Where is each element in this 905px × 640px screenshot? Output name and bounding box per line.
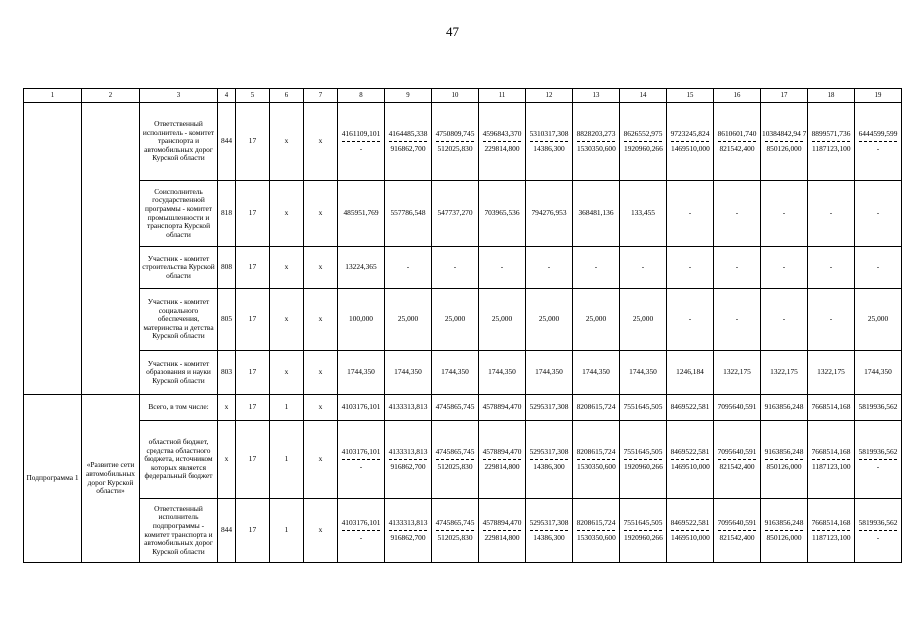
value-cell: 1322,175: [761, 351, 808, 395]
amount-federal: -: [342, 459, 380, 472]
value-cell: [855, 421, 902, 499]
page-number: 47: [446, 24, 459, 39]
code-cell: 17: [236, 421, 270, 499]
amount-federal: 14386,300: [530, 530, 568, 543]
amount-total: 8208615,724: [576, 446, 616, 456]
value-cell: 25,000: [385, 289, 432, 351]
amount-federal: 1530350,600: [577, 530, 615, 543]
value-cell: 100,000: [338, 289, 385, 351]
code-cell: 17: [236, 289, 270, 351]
value-cell: [526, 103, 573, 181]
code-cell: 1: [270, 395, 304, 421]
column-number-row: [24, 89, 902, 103]
value-cell: -: [526, 247, 573, 289]
column-number: 3: [140, 89, 218, 103]
value-cell: -: [855, 247, 902, 289]
value-cell: 4578894,470: [479, 395, 526, 421]
value-cell: 368481,136: [573, 181, 620, 247]
code-cell: х: [270, 181, 304, 247]
blank-cell: [24, 103, 82, 395]
value-cell: 25,000: [573, 289, 620, 351]
amount-total: 4164485,338: [388, 128, 428, 138]
column-number: 12: [526, 89, 573, 103]
column-number: 6: [270, 89, 304, 103]
value-cell: -: [620, 247, 667, 289]
code-cell: х: [304, 499, 338, 563]
code-cell: 17: [236, 395, 270, 421]
code-cell: 808: [218, 247, 236, 289]
amount-federal: 1469510,000: [671, 530, 709, 543]
value-cell: 25,000: [855, 289, 902, 351]
amount-federal: 1187123,100: [812, 459, 850, 472]
value-cell: 9163856,248: [761, 395, 808, 421]
value-cell: -: [714, 289, 761, 351]
amount-total: 4745865,745: [435, 446, 475, 456]
amount-total: 7095640,591: [717, 446, 757, 456]
value-cell: 485951,769: [338, 181, 385, 247]
column-number: 15: [667, 89, 714, 103]
value-cell: 5295317,308: [526, 395, 573, 421]
amount-total: 8610601,740: [717, 128, 757, 138]
amount-federal: 229814,800: [483, 459, 521, 472]
value-cell: -: [808, 247, 855, 289]
value-cell: 13224,365: [338, 247, 385, 289]
amount-federal: 850126,000: [765, 141, 803, 154]
amount-federal: 850126,000: [765, 459, 803, 472]
value-cell: 1744,350: [620, 351, 667, 395]
table-row: [24, 181, 902, 247]
amount-total: 10384842,94 7: [762, 128, 807, 138]
value-cell: -: [855, 181, 902, 247]
value-cell: [479, 421, 526, 499]
amount-total: 8828203,273: [576, 128, 616, 138]
value-cell: -: [761, 181, 808, 247]
amount-federal: 850126,000: [765, 530, 803, 543]
code-cell: х: [304, 103, 338, 181]
code-cell: 1: [270, 421, 304, 499]
value-cell: -: [808, 181, 855, 247]
value-cell: [761, 499, 808, 563]
value-cell: [338, 103, 385, 181]
value-cell: [667, 421, 714, 499]
table-row: [24, 289, 902, 351]
value-cell: -: [714, 181, 761, 247]
participant-name: Всего, в том числе:: [140, 395, 218, 421]
value-cell: -: [761, 289, 808, 351]
value-cell: 1744,350: [385, 351, 432, 395]
column-number: 8: [338, 89, 385, 103]
amount-federal: 1920960,266: [624, 530, 662, 543]
amount-federal: -: [342, 530, 380, 543]
value-cell: [761, 421, 808, 499]
value-cell: -: [667, 247, 714, 289]
value-cell: 4103176,101: [338, 395, 385, 421]
table-row: [24, 499, 902, 563]
column-number: 19: [855, 89, 902, 103]
amount-total: 7668514,168: [811, 517, 851, 527]
value-cell: [620, 103, 667, 181]
amount-federal: -: [342, 141, 380, 154]
value-cell: -: [385, 247, 432, 289]
amount-federal: 1530350,600: [577, 141, 615, 154]
value-cell: [385, 103, 432, 181]
code-cell: 17: [236, 351, 270, 395]
amount-total: 7551645,505: [623, 446, 663, 456]
amount-federal: 229814,800: [483, 530, 521, 543]
value-cell: 8208615,724: [573, 395, 620, 421]
amount-total: 6444599,599: [858, 128, 898, 138]
value-cell: 7551645,505: [620, 395, 667, 421]
participant-name: Участник - комитет строительства Курской области: [140, 247, 218, 289]
value-cell: [667, 499, 714, 563]
code-cell: х: [218, 395, 236, 421]
amount-total: 8469522,581: [670, 446, 710, 456]
value-cell: [385, 421, 432, 499]
amount-federal: 916862,700: [389, 141, 427, 154]
value-cell: 557786,548: [385, 181, 432, 247]
amount-federal: 821542,400: [718, 459, 756, 472]
value-cell: 25,000: [526, 289, 573, 351]
value-cell: [573, 499, 620, 563]
value-cell: [573, 421, 620, 499]
value-cell: -: [714, 247, 761, 289]
amount-federal: 512025,830: [436, 459, 474, 472]
value-cell: -: [573, 247, 620, 289]
amount-federal: 1187123,100: [812, 141, 850, 154]
value-cell: 1744,350: [479, 351, 526, 395]
column-number: 13: [573, 89, 620, 103]
value-cell: [526, 421, 573, 499]
code-cell: 818: [218, 181, 236, 247]
code-cell: 17: [236, 247, 270, 289]
value-cell: -: [808, 289, 855, 351]
value-cell: 7668514,168: [808, 395, 855, 421]
amount-federal: 916862,700: [389, 530, 427, 543]
value-cell: 1744,350: [432, 351, 479, 395]
code-cell: х: [304, 289, 338, 351]
amount-federal: 1469510,000: [671, 141, 709, 154]
amount-federal: 229814,800: [483, 141, 521, 154]
participant-name: Ответственный исполнитель подпрограммы - комитет транспорта и автомобильных дорог Курской области: [140, 499, 218, 563]
code-cell: 844: [218, 499, 236, 563]
value-cell: [667, 103, 714, 181]
subprogram-label: Подпрограмма 1: [24, 395, 82, 563]
value-cell: [808, 499, 855, 563]
value-cell: [855, 103, 902, 181]
code-cell: 17: [236, 181, 270, 247]
value-cell: [385, 499, 432, 563]
amount-total: 7095640,591: [717, 517, 757, 527]
code-cell: х: [304, 351, 338, 395]
column-number: 11: [479, 89, 526, 103]
amount-total: 8208615,724: [576, 517, 616, 527]
value-cell: [620, 421, 667, 499]
budget-table: [23, 88, 902, 563]
value-cell: 5819936,562: [855, 395, 902, 421]
code-cell: х: [304, 181, 338, 247]
code-cell: 1: [270, 499, 304, 563]
column-number: 10: [432, 89, 479, 103]
value-cell: 8469522,581: [667, 395, 714, 421]
value-cell: [808, 421, 855, 499]
amount-total: 8469522,581: [670, 517, 710, 527]
code-cell: х: [270, 351, 304, 395]
amount-total: 4596843,370: [482, 128, 522, 138]
column-number: 14: [620, 89, 667, 103]
column-number: 7: [304, 89, 338, 103]
amount-total: 4750809,745: [435, 128, 475, 138]
value-cell: [855, 499, 902, 563]
amount-total: 4745865,745: [435, 517, 475, 527]
value-cell: [432, 103, 479, 181]
participant-name: Участник - комитет социального обеспечения, материнства и детства Курской области: [140, 289, 218, 351]
amount-federal: 821542,400: [718, 530, 756, 543]
code-cell: 17: [236, 499, 270, 563]
value-cell: 1322,175: [714, 351, 761, 395]
value-cell: [808, 103, 855, 181]
value-cell: 133,455: [620, 181, 667, 247]
value-cell: [714, 103, 761, 181]
amount-federal: 821542,400: [718, 141, 756, 154]
value-cell: -: [667, 289, 714, 351]
value-cell: 1744,350: [855, 351, 902, 395]
column-number: 17: [761, 89, 808, 103]
table-row: [24, 247, 902, 289]
amount-total: 4103176,101: [341, 446, 381, 456]
value-cell: 25,000: [432, 289, 479, 351]
value-cell: [714, 421, 761, 499]
code-cell: х: [304, 395, 338, 421]
value-cell: [714, 499, 761, 563]
column-number: 5: [236, 89, 270, 103]
amount-total: 4161109,101: [341, 128, 381, 138]
code-cell: х: [270, 289, 304, 351]
column-number: 4: [218, 89, 236, 103]
value-cell: [573, 103, 620, 181]
amount-total: 7551645,505: [623, 517, 663, 527]
value-cell: 4133313,813: [385, 395, 432, 421]
amount-federal: 1530350,600: [577, 459, 615, 472]
code-cell: х: [218, 421, 236, 499]
amount-total: 9163856,248: [764, 517, 804, 527]
amount-total: 4578894,470: [482, 446, 522, 456]
amount-total: 5295317,308: [529, 517, 569, 527]
table-row: [24, 103, 902, 181]
code-cell: х: [304, 421, 338, 499]
amount-federal: -: [859, 141, 897, 154]
code-cell: х: [270, 103, 304, 181]
value-cell: 1744,350: [338, 351, 385, 395]
value-cell: 703965,536: [479, 181, 526, 247]
value-cell: 25,000: [620, 289, 667, 351]
amount-federal: 916862,700: [389, 459, 427, 472]
amount-federal: 1187123,100: [812, 530, 850, 543]
amount-federal: -: [859, 530, 897, 543]
value-cell: [761, 103, 808, 181]
table-row: [24, 421, 902, 499]
code-cell: х: [270, 247, 304, 289]
value-cell: -: [761, 247, 808, 289]
value-cell: [432, 421, 479, 499]
amount-total: 4103176,101: [341, 517, 381, 527]
amount-federal: 512025,830: [436, 530, 474, 543]
column-number: 16: [714, 89, 761, 103]
subprogram-name: «Развитие сети автомобильных дорог Курской области»: [82, 395, 140, 563]
amount-federal: 1920960,266: [624, 141, 662, 154]
value-cell: [338, 421, 385, 499]
value-cell: 794276,953: [526, 181, 573, 247]
amount-total: 4578894,470: [482, 517, 522, 527]
value-cell: -: [667, 181, 714, 247]
code-cell: 17: [236, 103, 270, 181]
value-cell: [479, 499, 526, 563]
column-number: 2: [82, 89, 140, 103]
value-cell: 1246,184: [667, 351, 714, 395]
value-cell: 1744,350: [573, 351, 620, 395]
table-row: [24, 351, 902, 395]
amount-total: 5819936,562: [858, 517, 898, 527]
value-cell: [479, 103, 526, 181]
amount-federal: 1469510,000: [671, 459, 709, 472]
amount-total: 9723245,824: [670, 128, 710, 138]
participant-name: Соисполнитель государственной программы - комитет промышленности и транспорта Курской области: [140, 181, 218, 247]
participant-name: Участник - комитет образования и науки Курской области: [140, 351, 218, 395]
amount-total: 5310317,308: [529, 128, 569, 138]
amount-federal: 512025,830: [436, 141, 474, 154]
amount-total: 8899571,736: [811, 128, 851, 138]
code-cell: 803: [218, 351, 236, 395]
amount-federal: 14386,300: [530, 141, 568, 154]
amount-total: 4133313,813: [388, 446, 428, 456]
column-number: 1: [24, 89, 82, 103]
amount-total: 5819936,562: [858, 446, 898, 456]
value-cell: 25,000: [479, 289, 526, 351]
participant-name: областной бюджет, средства областного бюджета, источником которых является федеральный бюджет: [140, 421, 218, 499]
column-number: 9: [385, 89, 432, 103]
amount-total: 4133313,813: [388, 517, 428, 527]
amount-total: 7668514,168: [811, 446, 851, 456]
amount-federal: 14386,300: [530, 459, 568, 472]
value-cell: [526, 499, 573, 563]
column-number: 18: [808, 89, 855, 103]
value-cell: 7095640,591: [714, 395, 761, 421]
value-cell: 1744,350: [526, 351, 573, 395]
value-cell: 1322,175: [808, 351, 855, 395]
value-cell: 4745865,745: [432, 395, 479, 421]
value-cell: [432, 499, 479, 563]
value-cell: [338, 499, 385, 563]
amount-federal: -: [859, 459, 897, 472]
amount-total: 5295317,308: [529, 446, 569, 456]
participant-name: Ответственный исполнитель - комитет транспорта и автомобильных дорог Курской области: [140, 103, 218, 181]
blank-cell: [82, 103, 140, 395]
value-cell: -: [432, 247, 479, 289]
value-cell: -: [479, 247, 526, 289]
value-cell: [620, 499, 667, 563]
amount-total: 8626552,975: [623, 128, 663, 138]
code-cell: 844: [218, 103, 236, 181]
code-cell: 805: [218, 289, 236, 351]
amount-total: 9163856,248: [764, 446, 804, 456]
code-cell: х: [304, 247, 338, 289]
value-cell: 547737,270: [432, 181, 479, 247]
amount-federal: 1920960,266: [624, 459, 662, 472]
table-row: [24, 395, 902, 421]
